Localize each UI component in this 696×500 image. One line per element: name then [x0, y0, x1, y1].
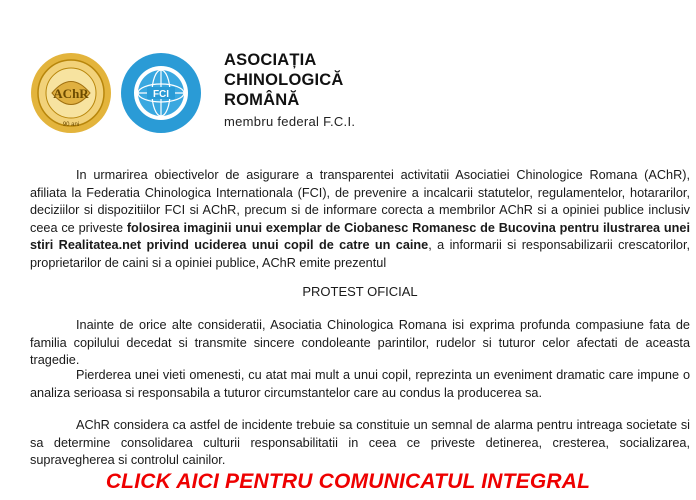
intro-paragraph — [30, 167, 690, 273]
paragraph-responsibility: AChR considera ca astfel de incidente trebuie sa constituie un semnal de alarma pentru intreaga societate si sa determine consolidarea culturii responsabilitatii in ceea ce priveste detinerea, cresterea, socializarea, supravegherea si controlul cainilor. — [30, 418, 690, 468]
fci-globe-icon — [120, 52, 202, 134]
achr-emblem-icon — [30, 52, 112, 134]
protest-title: PROTEST OFICIAL — [302, 284, 418, 299]
org-name-line-1: ASOCIAȚIA — [224, 51, 317, 69]
fci-monogram: FCI — [152, 89, 170, 100]
org-name-line-3: ROMÂNĂ — [224, 91, 300, 109]
intro-text-part1: In urmarirea obiectivelor de asigurare a transparentei activitatii Asociatiei Chinologice Romana (AChR), afiliata la Federatia Chinologica Internationala (FCI), de prevenire a incalcarii statutelor, regulamentelor, hotararilor, deciziilor si dispozitiilor FCI si AChR, precum si de informare corecta a membrilor AChR si a opiniei publice inclusiv ceea ce priveste — [30, 168, 690, 235]
org-subtitle: membru federal F.C.I. — [224, 114, 356, 129]
full-statement-link[interactable]: CLICK AICI PENTRU COMUNICATUL INTEGRAL — [105, 470, 591, 493]
achr-monogram: AChR — [53, 86, 89, 101]
intro-text-part2: , a informarii si responsabilizarii crescatorilor, proprietarilor de caini si a opiniei publice, AChR emite prezentul — [30, 238, 690, 270]
intro-bold-text: folosirea imaginii unui exemplar de Ciobanesc Romanesc de Bucovina pentru ilustrarea unei stiri Realitatea.net privind uciderea unui copil de catre un caine — [30, 220, 690, 253]
paragraph-condolences: Inainte de orice alte consideratii, Asociatia Chinologica Romana isi exprima profunda compasiune fata de familia copilului decedat si transmite sincere condoleante parintilor, rudelor si tuturor celor afectati de aceasta tragedie. — [30, 318, 690, 368]
achr-anniversary: 90 ani — [62, 122, 80, 128]
paragraph-analysis: Pierderea unei vieti omenesti, cu atat mai mult a unui copil, reprezinta un eveniment dramatic care impune o analiza serioasa si responsabila a tuturor circumstantelor care au condus la producerea sa. — [30, 368, 690, 400]
organization-name — [224, 50, 355, 129]
org-name-line-2: CHINOLOGICĂ — [224, 71, 344, 89]
letterhead — [28, 48, 668, 138]
